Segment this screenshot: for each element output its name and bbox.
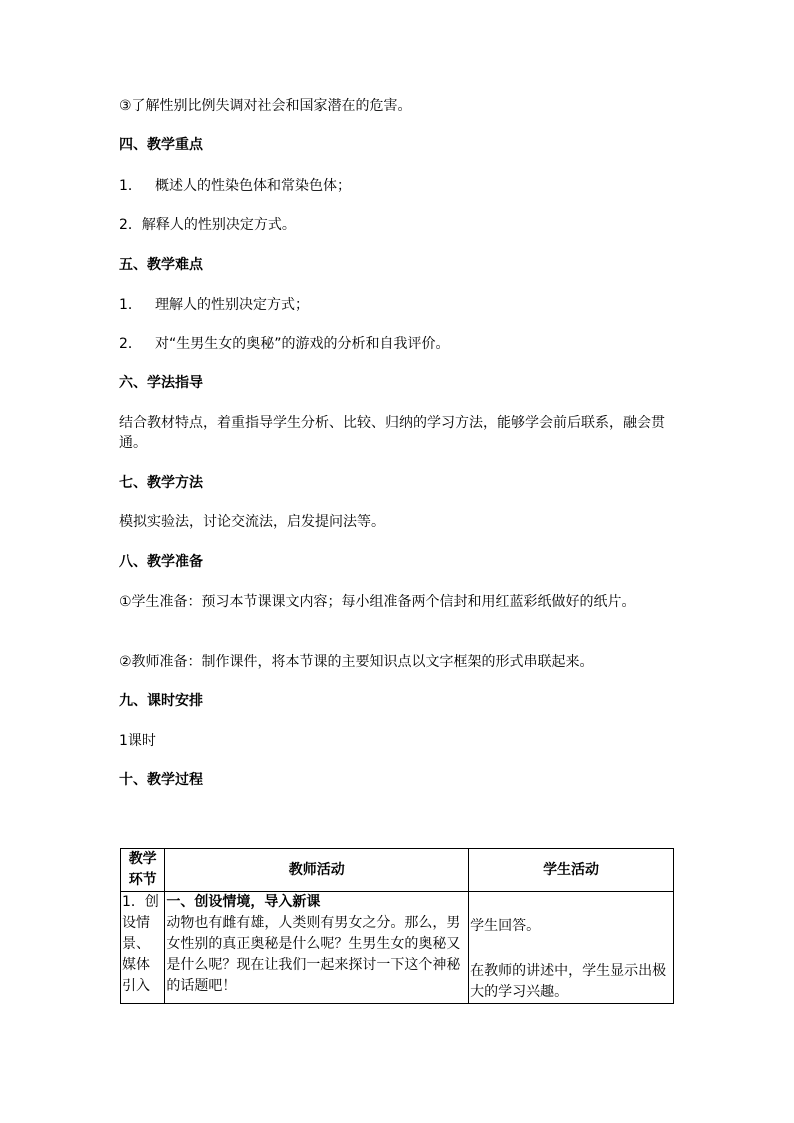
table-row: [121, 892, 674, 1004]
schedule-text: 1课时: [119, 733, 156, 749]
table-header-row: [121, 849, 674, 892]
difficulty-2: [119, 334, 450, 354]
header-teacher-activity: 教师活动: [165, 849, 469, 892]
objective-3: ③了解性别比例失调对社会和国家潜在的危害。: [119, 98, 412, 114]
teacher-activity-title: 一、创设情境，导入新课: [166, 894, 321, 910]
list-text: 解释人的性别决定方式。: [141, 217, 296, 233]
list-text: 理解人的性别决定方式；: [155, 297, 309, 313]
heading-difficulties: 五、教学难点: [119, 257, 203, 273]
list-number: 1．: [119, 297, 142, 313]
teacher-activity-text: 动物也有雌有雄，人类则有男女之分。那么，男女性别的真正奥秘是什么呢？生男生女的奥秘又是什么呢？现在让我们一起来探讨一下这个神秘的话题吧！: [166, 915, 461, 994]
student-activity-1: 学生回答。: [470, 918, 541, 934]
heading-study-guidance: 六、学法指导: [119, 375, 203, 391]
stage-cell: [121, 892, 165, 1004]
spacer: [470, 937, 672, 961]
preparation-student: ①学生准备：预习本节课课文内容；每小组准备两个信封和用红蓝彩纸做好的纸片。: [119, 594, 636, 610]
header-student-activity: 学生活动: [469, 849, 674, 892]
list-text: 概述人的性染色体和常染色体；: [155, 178, 351, 194]
key-point-1: [119, 176, 351, 196]
lesson-process-table: [120, 848, 674, 1004]
teacher-activity-cell: [165, 892, 469, 1004]
heading-schedule: 九、课时安排: [119, 693, 203, 709]
difficulty-1: [119, 295, 309, 315]
list-number: 1．: [119, 178, 142, 194]
header-stage: 教学环节: [121, 849, 165, 892]
key-point-2: [119, 215, 296, 235]
spacer: [470, 892, 672, 916]
list-number: 2．: [119, 217, 142, 233]
study-guidance-text: 结合教材特点，着重指导学生分析、比较、归纳的学习方法，能够学会前后联系，融会贯通。: [119, 415, 665, 451]
heading-key-points: 四、教学重点: [119, 137, 203, 153]
heading-teaching-methods: 七、教学方法: [119, 475, 203, 491]
stage-label: 1．创设情景、媒体引入: [122, 894, 159, 994]
heading-preparation: 八、教学准备: [119, 554, 203, 570]
teaching-methods-text: 模拟实验法，讨论交流法，启发提问法等。: [119, 514, 385, 530]
preparation-teacher: ②教师准备：制作课件，将本节课的主要知识点以文字框架的形式串联起来。: [119, 654, 594, 670]
student-activity-2: 在教师的讲述中，学生显示出极大的学习兴趣。: [470, 963, 667, 1000]
list-number: 2．: [119, 336, 142, 352]
heading-process: 十、教学过程: [119, 772, 203, 788]
student-activity-cell: [469, 892, 674, 1004]
list-text: 对“生男生女的奥秘”的游戏的分析和自我评价。: [155, 336, 450, 352]
